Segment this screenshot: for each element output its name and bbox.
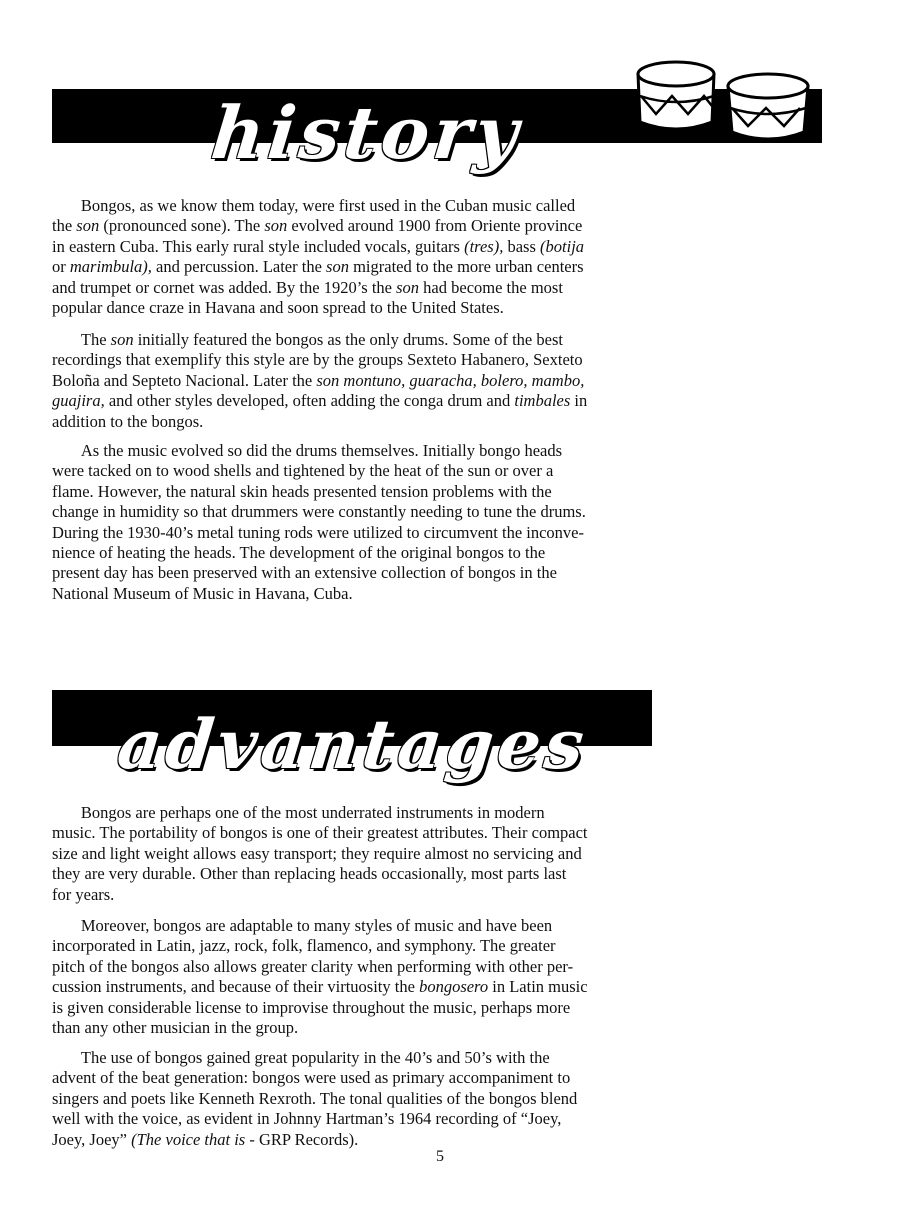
text-line (52, 330, 587, 350)
text-run: Moreover, bongos are adaptable to many styles of music and have been (52, 916, 553, 935)
text-run: Joey, Joey” (52, 1129, 132, 1149)
text-run: were tacked on to wood shells and tightened by the heat of the sun or over a (52, 461, 554, 481)
text-run: The use of bongos gained great popularity in the 40’s and 50’s with the (52, 1048, 550, 1067)
text-line (52, 803, 588, 823)
text-line (52, 412, 587, 432)
text-line (52, 916, 588, 936)
italic-run: son (326, 257, 349, 277)
italic-run: guajira, (52, 391, 105, 411)
text-run: for years. (52, 884, 115, 904)
text-run: and percussion. Later the (151, 257, 327, 277)
text-line (52, 502, 586, 522)
text-line (52, 1089, 577, 1109)
text-line (52, 391, 587, 411)
advantages-paragraph (52, 803, 588, 905)
history-paragraph (52, 330, 587, 432)
text-run: recordings that exemplify this style are by the groups Sexteto Habanero, Sexteto (52, 350, 583, 370)
text-run: change in humidity so that drummers were constantly needing to tune the drums. (52, 502, 586, 522)
text-run: had become the most (419, 277, 563, 297)
text-run: and other styles developed, often adding the conga drum and (104, 391, 515, 411)
italic-run: (The voice that is (131, 1129, 246, 1149)
italic-run: son (76, 216, 100, 236)
text-line (52, 998, 588, 1018)
text-run: popular dance craze in Havana and soon spread to the United States. (52, 297, 504, 317)
text-run: singers and poets like Kenneth Rexroth. The tonal qualities of the bongos blend (52, 1088, 578, 1108)
text-run: Bongos are perhaps one of the most underrated instruments in modern (52, 803, 545, 822)
text-run: pitch of the bongos also allows greater clarity when performing with other per- (52, 956, 574, 976)
text-line (52, 482, 586, 502)
italic-run: (tres), (464, 236, 504, 256)
text-run: - GRP Records). (245, 1129, 359, 1149)
text-line (52, 1068, 577, 1088)
text-line (52, 298, 584, 318)
history-paragraph (52, 441, 586, 604)
text-run: is given considerable license to improvise throughout the music, perhaps more (52, 997, 571, 1017)
text-line (52, 461, 586, 481)
italic-run: (botija (540, 236, 585, 256)
text-run: the (52, 216, 77, 236)
text-run: present day has been preserved with an extensive collection of bongos in the (52, 563, 557, 583)
italic-run: bongosero (419, 977, 489, 997)
text-run: music. The portability of bongos is one of their greatest attributes. Their compact (52, 823, 588, 843)
text-line (52, 844, 588, 864)
text-run: evolved around 1900 from Oriente province (287, 216, 583, 236)
text-line (52, 278, 584, 298)
text-run: and trumpet or cornet was added. By the 1920’s the (52, 277, 397, 297)
text-line (52, 371, 587, 391)
text-run: nience of heating the heads. The development of the original bongos to the (52, 542, 546, 562)
italic-run: timbales (514, 391, 571, 411)
text-run: or (52, 257, 70, 277)
text-run: well with the voice, as evident in Johnny Hartman’s 1964 recording of “Joey, (52, 1109, 562, 1129)
text-run: advent of the beat generation: bongos were used as primary accompaniment to (52, 1068, 571, 1088)
text-line (52, 257, 584, 277)
text-run: size and light weight allows easy transport; they require almost no servicing and (52, 843, 582, 863)
text-run: in eastern Cuba. This early rural style included vocals, guitars (52, 236, 465, 256)
text-line (52, 864, 588, 884)
text-run: The (52, 330, 111, 349)
text-run: National Museum of Music in Havana, Cuba. (52, 583, 353, 603)
history-paragraph (52, 196, 584, 318)
italic-run: son (396, 277, 420, 297)
text-line (52, 216, 584, 236)
text-line (52, 1130, 577, 1150)
advantages-paragraph (52, 916, 588, 1038)
text-run: migrated to the more urban centers (348, 257, 584, 277)
text-run: incorporated in Latin, jazz, rock, folk, flamenco, and symphony. The greater (52, 936, 556, 956)
text-line (52, 1048, 577, 1068)
text-line (52, 1018, 588, 1038)
text-line (52, 237, 584, 257)
text-line (52, 885, 588, 905)
text-run: initially featured the bongos as the only drums. Some of the best (133, 330, 563, 349)
text-run: than any other musician in the group. (52, 1017, 299, 1037)
history-heading: history (207, 90, 526, 175)
text-line (52, 441, 586, 461)
text-line (52, 523, 586, 543)
text-line (52, 584, 586, 604)
text-line (52, 196, 584, 216)
text-run: in Latin music (488, 977, 588, 997)
text-line (52, 957, 588, 977)
italic-run: marimbula), (69, 257, 152, 277)
bongo-drums-icon (628, 56, 820, 152)
text-line (52, 1109, 577, 1129)
text-line (52, 563, 586, 583)
text-run: addition to the bongos. (52, 411, 204, 431)
text-run: in (570, 391, 588, 411)
advantages-paragraph (52, 1048, 577, 1150)
text-line (52, 977, 588, 997)
italic-run: son montuno, guaracha, bolero, mambo, (316, 370, 585, 390)
text-run: cussion instruments, and because of their virtuosity the (52, 977, 420, 997)
italic-run: son (264, 216, 288, 236)
text-line (52, 936, 588, 956)
text-line (52, 823, 588, 843)
text-line (52, 543, 586, 563)
text-run: During the 1930-40’s metal tuning rods were utilized to circumvent the inconve- (52, 522, 584, 542)
page-number: 5 (436, 1148, 444, 1165)
text-run: bass (503, 236, 541, 256)
text-run: As the music evolved so did the drums themselves. Initially bongo heads (52, 441, 563, 460)
text-line (52, 350, 587, 370)
text-run: Bongos, as we know them today, were first used in the Cuban music called (52, 196, 576, 215)
italic-run: son (110, 330, 134, 349)
text-run: flame. However, the natural skin heads presented tension problems with the (52, 481, 552, 501)
advantages-heading: advantages (113, 705, 592, 785)
text-run: Boloña and Septeto Nacional. Later the (52, 370, 317, 390)
text-run: they are very durable. Other than replacing heads occasionally, most parts last (52, 864, 567, 884)
text-run: (pronounced sone). The (99, 216, 265, 236)
